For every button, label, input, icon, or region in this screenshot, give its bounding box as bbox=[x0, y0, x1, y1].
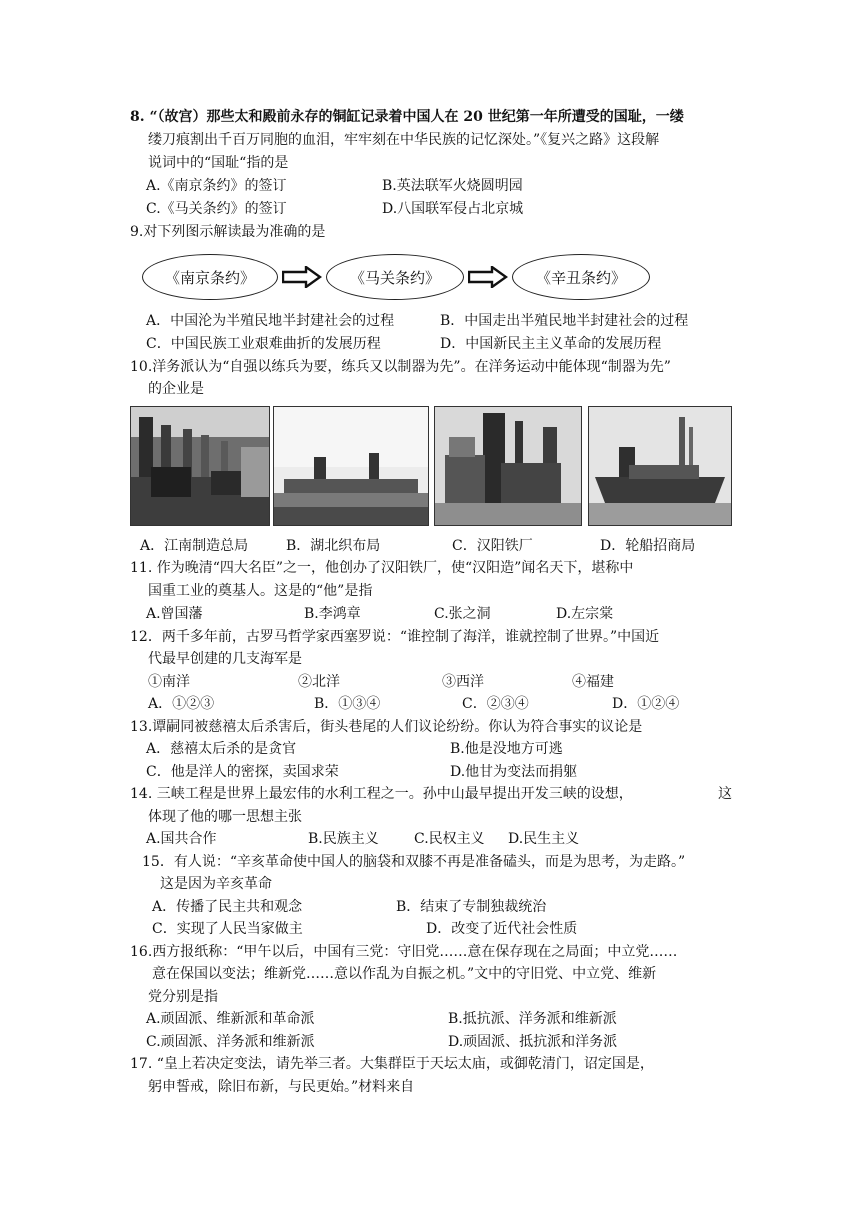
q13-option-b[interactable]: B.他是没地方可逃 bbox=[450, 741, 563, 757]
q9-option-c[interactable]: C．中国民族工业艰难曲折的发展历程 bbox=[146, 336, 381, 352]
q14-option-c[interactable]: C.民权主义 bbox=[414, 831, 485, 847]
treaty-nanjing: 《南京条约》 bbox=[142, 254, 278, 300]
q15-line2: 这是因为辛亥革命 bbox=[160, 876, 272, 892]
q11-line1: 11. 作为晚清“四大名臣”之一，他创办了汉阳铁厂，使“汉阳造”闻名天下，堪称中 bbox=[130, 560, 634, 576]
q13-stem: 13.谭嗣同被慈禧太后杀害后，街头巷尾的人们议论纷纷。你认为符合事实的议论是 bbox=[130, 719, 643, 735]
q12-item-2: ②北洋 bbox=[298, 674, 340, 690]
q11-option-b[interactable]: B.李鸿章 bbox=[304, 606, 361, 622]
q11-option-a[interactable]: A.曾国藩 bbox=[146, 606, 203, 622]
q15-option-c[interactable]: C．实现了人民当家做主 bbox=[152, 921, 303, 937]
q12-option-d[interactable]: D．①②④ bbox=[612, 696, 680, 712]
q15-option-a[interactable]: A．传播了民主共和观念 bbox=[152, 899, 303, 915]
q14-line2: 体现了他的哪一思想主张 bbox=[148, 809, 302, 825]
q8-option-c[interactable]: C.《马关条约》的签订 bbox=[146, 201, 287, 217]
q14-option-d[interactable]: D.民生主义 bbox=[508, 831, 580, 847]
q14-option-b[interactable]: B.民族主义 bbox=[308, 831, 379, 847]
q14-line1-tail: 这 bbox=[718, 786, 732, 802]
q8-line1: 8. “（故宫）那些太和殿前永存的铜缸记录着中国人在 20 世纪第一年所遭受的国耻，一缕 bbox=[130, 109, 684, 125]
q15-option-d[interactable]: D．改变了近代社会性质 bbox=[426, 921, 578, 937]
q13-option-c[interactable]: C．他是洋人的密探，卖国求荣 bbox=[146, 764, 339, 780]
q17-line1: 17. “皇上若决定变法，请先举三者。大集群臣于天坛太庙，或御乾清门，诏定国是， bbox=[130, 1056, 654, 1072]
arrow-right-icon bbox=[282, 266, 322, 288]
q12-line1: 12．两千多年前，古罗马哲学家西塞罗说：“谁控制了海洋，谁就控制了世界。”中国近 bbox=[130, 629, 660, 645]
photo-iron-works bbox=[434, 406, 582, 526]
q16-line2: 意在保国以变法；维新党……意以作乱为自振之机。”文中的守旧党、中立党、维新 bbox=[152, 966, 657, 982]
photo-steamship bbox=[588, 406, 732, 526]
q12-line2: 代最早创建的几支海军是 bbox=[148, 651, 302, 667]
q11-option-c[interactable]: C.张之洞 bbox=[434, 606, 491, 622]
q9-option-d[interactable]: D．中国新民主主义革命的发展历程 bbox=[440, 336, 662, 352]
photo-arsenal-workshop bbox=[130, 406, 270, 526]
q12-item-1: ①南洋 bbox=[148, 674, 190, 690]
q8-option-a[interactable]: A.《南京条约》的签订 bbox=[146, 178, 287, 194]
q13-option-d[interactable]: D.他甘为变法而捐躯 bbox=[450, 764, 578, 780]
q8-option-d[interactable]: D.八国联军侵占北京城 bbox=[382, 201, 524, 217]
q16-option-d[interactable]: D.顽固派、抵抗派和洋务派 bbox=[448, 1034, 618, 1050]
q12-option-c[interactable]: C．②③④ bbox=[462, 696, 529, 712]
q10-option-d[interactable]: D．轮船招商局 bbox=[600, 538, 696, 554]
q10-line2: 的企业是 bbox=[148, 381, 204, 397]
q16-option-a[interactable]: A.顽固派、维新派和革命派 bbox=[146, 1011, 315, 1027]
q17-line2: 躬申誓戒，除旧布新，与民更始。”材料来自 bbox=[148, 1079, 415, 1095]
q8-option-b[interactable]: B.英法联军火烧圆明园 bbox=[382, 178, 523, 194]
q11-line2: 国重工业的奠基人。这是的“他”是指 bbox=[148, 583, 373, 599]
q11-option-d[interactable]: D.左宗棠 bbox=[556, 606, 614, 622]
q12-option-b[interactable]: B．①③④ bbox=[314, 696, 381, 712]
photo-textile-bureau bbox=[273, 406, 429, 526]
q8-line2: 缕刀痕割出千百万同胞的血泪，牢牢刻在中华民族的记忆深处。”《复兴之路》这段解 bbox=[148, 132, 660, 148]
q8-line3: 说词中的“国耻“指的是 bbox=[148, 155, 289, 171]
q16-option-c[interactable]: C.顽固派、洋务派和维新派 bbox=[146, 1034, 315, 1050]
q9-option-b[interactable]: B．中国走出半殖民地半封建社会的过程 bbox=[440, 313, 689, 329]
treaty-shimonoseki: 《马关条约》 bbox=[326, 254, 464, 300]
q10-option-a[interactable]: A．江南制造总局 bbox=[140, 538, 249, 554]
treaty-boxer: 《辛丑条约》 bbox=[512, 254, 650, 300]
q13-option-a[interactable]: A．慈禧太后杀的是贪官 bbox=[146, 741, 297, 757]
q16-line3: 党分别是指 bbox=[148, 989, 218, 1005]
q9-stem: 9.对下列图示解读最为准确的是 bbox=[130, 224, 326, 240]
arrow-right-icon bbox=[468, 266, 508, 288]
q14-option-a[interactable]: A.国共合作 bbox=[146, 831, 217, 847]
q10-option-b[interactable]: B．湖北织布局 bbox=[286, 538, 381, 554]
q12-option-a[interactable]: A．①②③ bbox=[148, 696, 215, 712]
q12-item-4: ④福建 bbox=[572, 674, 614, 690]
q10-option-c[interactable]: C．汉阳铁厂 bbox=[452, 538, 533, 554]
q15-line1: 15．有人说：“辛亥革命使中国人的脑袋和双膝不再是准备磕头，而是为思考，为走路。” bbox=[142, 854, 686, 870]
q9-option-a[interactable]: A．中国沦为半殖民地半封建社会的过程 bbox=[146, 313, 395, 329]
q16-option-b[interactable]: B.抵抗派、洋务派和维新派 bbox=[448, 1011, 617, 1027]
q15-option-b[interactable]: B．结束了专制独裁统治 bbox=[396, 899, 547, 915]
q10-line1: 10.洋务派认为“自强以练兵为要，练兵又以制器为先”。在洋务运动中能体现“制器为先” bbox=[130, 359, 671, 375]
q14-line1: 14. 三峡工程是世界上最宏伟的水利工程之一。孙中山最早提出开发三峡的设想， bbox=[130, 786, 633, 802]
q12-item-3: ③西洋 bbox=[442, 674, 484, 690]
q16-line1: 16.西方报纸称：“甲午以后，中国有三党：守旧党……意在保存现在之局面；中立党…… bbox=[130, 944, 678, 960]
treaty-flow-diagram bbox=[142, 252, 662, 302]
